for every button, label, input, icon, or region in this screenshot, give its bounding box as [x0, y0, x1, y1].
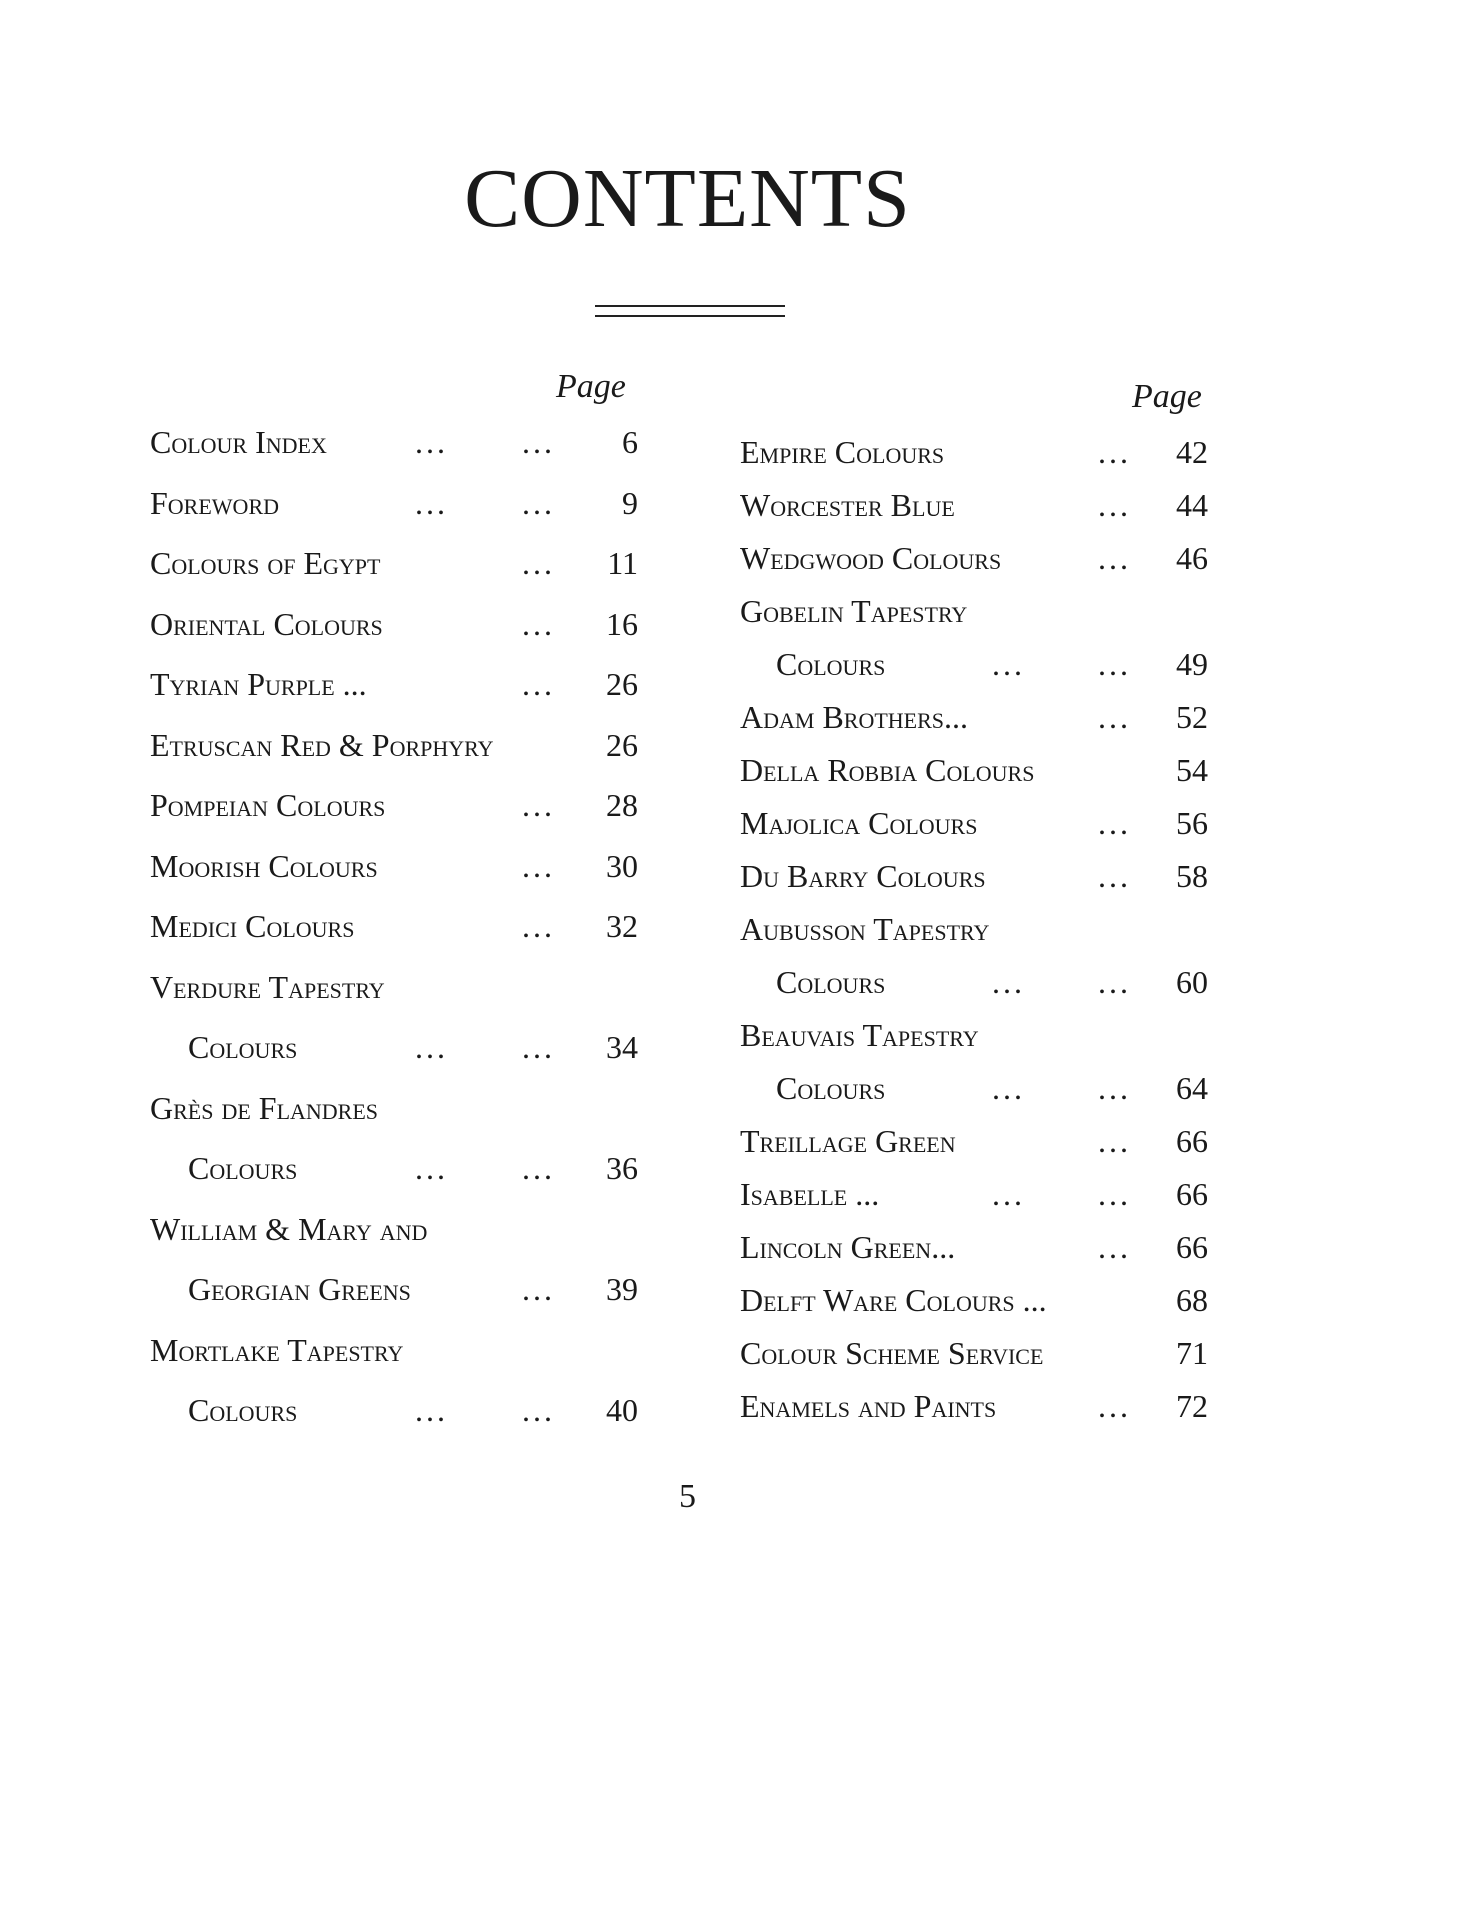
entry-page-number: 68 — [1176, 1282, 1208, 1318]
leader-dots: ... — [415, 484, 448, 521]
contents-entry — [150, 1090, 638, 1130]
entry-title: Della Robbia Colours — [740, 752, 1035, 788]
entry-page-number: 54 — [1176, 752, 1208, 788]
page-column-heading-left: Page — [556, 368, 626, 405]
entry-title: William & Mary and — [150, 1210, 428, 1247]
contents-entry — [740, 1017, 1208, 1057]
leader-dots: ... — [1098, 1123, 1131, 1159]
entry-page-number: 40 — [606, 1392, 638, 1428]
entry-title: Colours — [188, 1392, 298, 1428]
entry-page-number: 49 — [1176, 646, 1208, 682]
leader-dots: ... — [992, 1176, 1025, 1212]
contents-entry — [150, 1271, 638, 1311]
entry-page-number: 71 — [1176, 1335, 1208, 1371]
entry-title: Treillage Green — [740, 1123, 956, 1159]
contents-entry — [150, 545, 638, 585]
entry-title: Wedgwood Colours — [740, 540, 1002, 576]
contents-entry — [150, 424, 638, 464]
leader-dots: ... — [992, 646, 1025, 682]
leader-dots: ... — [522, 908, 555, 944]
leader-dots: ... — [522, 605, 555, 642]
leader-dots: ... — [1098, 1229, 1131, 1265]
entry-page-number: 72 — [1176, 1388, 1208, 1424]
entry-title: Delft Ware Colours ... — [740, 1282, 1047, 1318]
contents-entry — [150, 485, 638, 525]
entry-title: Colours — [188, 1029, 298, 1065]
entry-title: Colours — [776, 1070, 886, 1106]
contents-entry — [740, 964, 1208, 1004]
entry-page-number: 66 — [1176, 1229, 1208, 1265]
leader-dots: ... — [1098, 540, 1131, 576]
entry-title: Oriental Colours — [150, 605, 383, 642]
entry-page-number: 26 — [606, 666, 638, 702]
contents-entry — [740, 646, 1208, 686]
entry-title: Foreword — [150, 484, 280, 521]
leader-dots: ... — [522, 787, 555, 823]
contents-entry — [150, 1150, 638, 1190]
entry-page-number: 60 — [1176, 964, 1208, 1000]
leader-dots: ... — [992, 964, 1025, 1000]
leader-dots: ... — [1098, 434, 1131, 470]
entry-page-number: 52 — [1176, 699, 1208, 735]
leader-dots: ... — [1098, 1388, 1131, 1424]
leader-dots: ... — [415, 424, 448, 460]
contents-entry — [740, 858, 1208, 898]
contents-entry — [740, 911, 1208, 951]
leader-dots: ... — [1098, 646, 1131, 682]
entry-title: Colours of Egypt — [150, 545, 381, 581]
contents-entry — [740, 540, 1208, 580]
entry-title: Aubusson Tapestry — [740, 911, 990, 947]
contents-entry — [150, 606, 638, 646]
entry-title: Colours — [776, 646, 886, 682]
leader-dots: ... — [1098, 964, 1131, 1000]
entry-page-number: 32 — [606, 908, 638, 944]
entry-page-number: 36 — [606, 1150, 638, 1186]
entry-title: Isabelle ... — [740, 1176, 880, 1212]
entry-title: Majolica Colours — [740, 805, 978, 841]
contents-entry — [150, 848, 638, 888]
entry-title: Colour Scheme Service — [740, 1335, 1044, 1371]
entry-page-number: 44 — [1176, 487, 1208, 523]
entry-page-number: 11 — [607, 545, 638, 581]
leader-dots: ... — [1098, 858, 1131, 894]
leader-dots: ... — [1098, 1070, 1131, 1106]
contents-entry — [740, 1282, 1208, 1322]
entry-page-number: 66 — [1176, 1123, 1208, 1159]
entry-page-number: 39 — [606, 1271, 638, 1307]
entry-title: Tyrian Purple ... — [150, 666, 367, 702]
contents-entry — [740, 487, 1208, 527]
page-number: 5 — [679, 1478, 696, 1515]
leader-dots: ... — [1098, 699, 1131, 735]
entry-title: Worcester Blue — [740, 487, 955, 523]
leader-dots: ... — [1098, 805, 1131, 841]
contents-entry — [740, 434, 1208, 474]
entry-page-number: 28 — [606, 787, 638, 823]
entry-title: Empire Colours — [740, 434, 945, 470]
contents-entry — [740, 1176, 1208, 1216]
entry-title: Adam Brothers... — [740, 699, 969, 735]
entry-title: Medici Colours — [150, 908, 355, 944]
entry-title: Moorish Colours — [150, 847, 378, 884]
leader-dots: ... — [415, 1392, 448, 1428]
contents-entry — [150, 727, 638, 767]
contents-entry — [740, 1229, 1208, 1269]
entry-title: Gobelin Tapestry — [740, 593, 968, 629]
entry-page-number: 16 — [606, 605, 638, 642]
leader-dots: ... — [522, 545, 555, 581]
contents-entry — [740, 1388, 1208, 1428]
contents-entry — [150, 666, 638, 706]
contents-entry — [150, 969, 638, 1009]
leader-dots: ... — [1098, 1176, 1131, 1212]
entry-title: Mortlake Tapestry — [150, 1331, 404, 1368]
entry-page-number: 56 — [1176, 805, 1208, 841]
leader-dots: ... — [522, 484, 555, 521]
contents-entry — [150, 1211, 638, 1251]
contents-entry — [150, 787, 638, 827]
page-column-heading-right: Page — [1132, 378, 1202, 415]
entry-page-number: 58 — [1176, 858, 1208, 894]
contents-entry — [740, 805, 1208, 845]
contents-entry — [740, 699, 1208, 739]
leader-dots: ... — [522, 847, 555, 884]
entry-page-number: 46 — [1176, 540, 1208, 576]
leader-dots: ... — [522, 1150, 555, 1186]
entry-title: Colours — [188, 1150, 298, 1186]
contents-entry — [740, 1070, 1208, 1110]
page-title: CONTENTS — [464, 152, 911, 245]
entry-page-number: 42 — [1176, 434, 1208, 470]
leader-dots: ... — [522, 1271, 555, 1307]
leader-dots: ... — [415, 1150, 448, 1186]
double-rule-divider — [595, 305, 785, 317]
entry-title: Du Barry Colours — [740, 858, 986, 894]
entry-title: Etruscan Red & Porphyry — [150, 726, 494, 763]
leader-dots: ... — [522, 1029, 555, 1065]
leader-dots: ... — [522, 424, 555, 460]
leader-dots: ... — [992, 1070, 1025, 1106]
entry-page-number: 26 — [606, 726, 638, 763]
contents-entry — [150, 1029, 638, 1069]
contents-entry — [150, 908, 638, 948]
contents-entry — [150, 1332, 638, 1372]
leader-dots: ... — [522, 666, 555, 702]
contents-entry — [150, 1392, 638, 1432]
entry-page-number: 66 — [1176, 1176, 1208, 1212]
contents-entry — [740, 1123, 1208, 1163]
entry-title: Verdure Tapestry — [150, 968, 385, 1005]
entry-page-number: 9 — [622, 484, 638, 521]
leader-dots: ... — [522, 1392, 555, 1428]
contents-entry — [740, 593, 1208, 633]
entry-page-number: 30 — [606, 847, 638, 884]
entry-title: Colour Index — [150, 424, 327, 460]
contents-entry — [740, 1335, 1208, 1375]
leader-dots: ... — [415, 1029, 448, 1065]
entry-title: Georgian Greens — [188, 1271, 411, 1307]
entry-page-number: 6 — [622, 424, 638, 460]
contents-entry — [740, 752, 1208, 792]
entry-title: Enamels and Paints — [740, 1388, 997, 1424]
entry-title: Colours — [776, 964, 886, 1000]
leader-dots: ... — [1098, 487, 1131, 523]
entry-title: Grès de Flandres — [150, 1089, 379, 1126]
entry-title: Beauvais Tapestry — [740, 1017, 979, 1053]
entry-title: Lincoln Green... — [740, 1229, 956, 1265]
entry-page-number: 64 — [1176, 1070, 1208, 1106]
entry-title: Pompeian Colours — [150, 787, 386, 823]
entry-page-number: 34 — [606, 1029, 638, 1065]
